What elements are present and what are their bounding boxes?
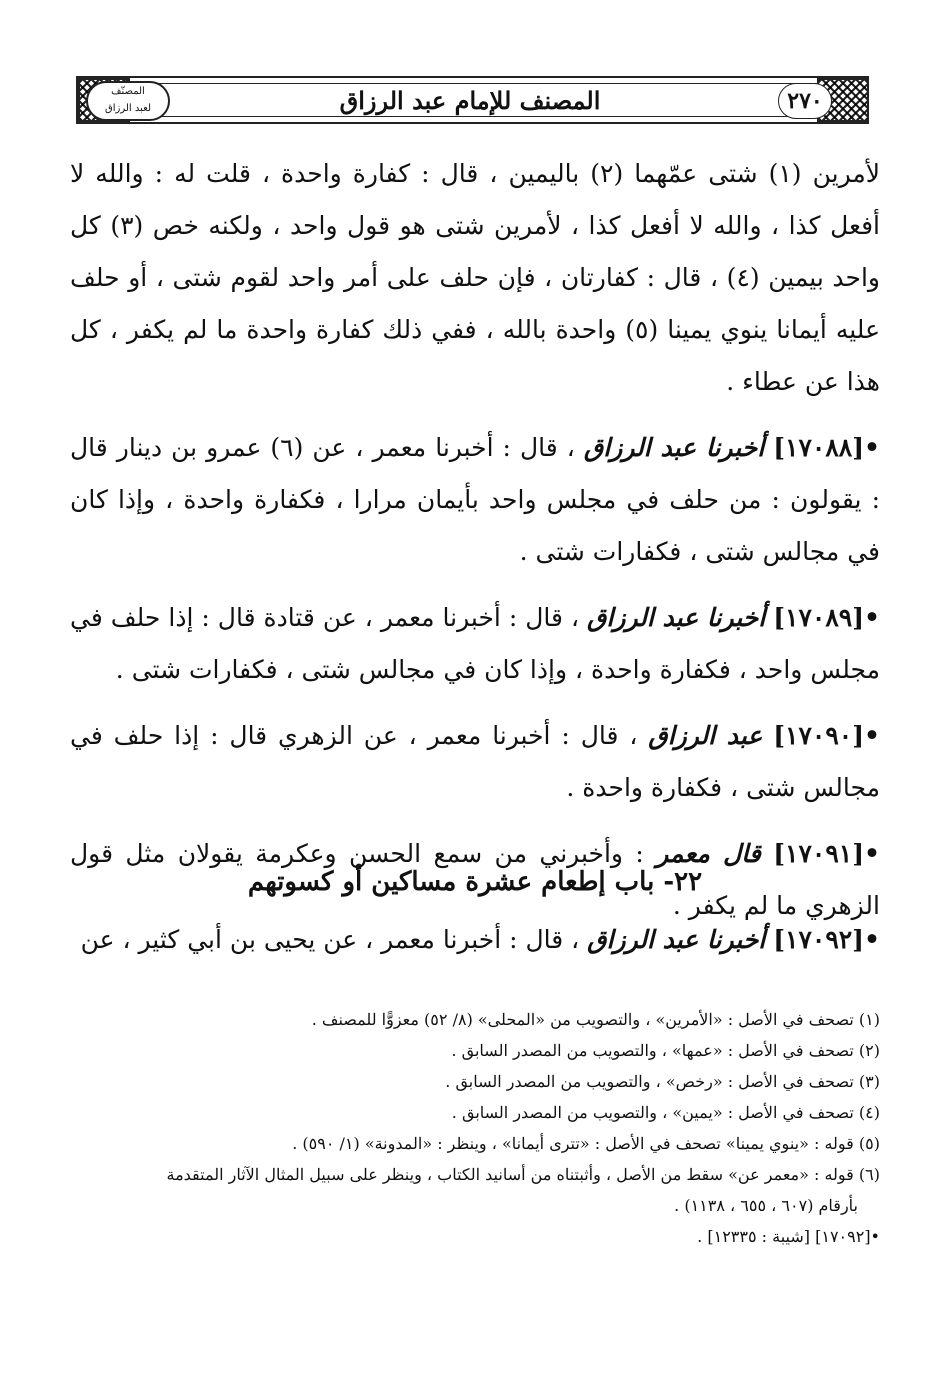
footnote-6-continued: بأرقام (٦٠٧ ، ٦٥٥ ، ١١٣٨) . — [674, 1196, 858, 1215]
footnote-2: (٢) تصحف في الأصل : «عمها» ، والتصويب من المصدر السابق . — [451, 1041, 880, 1060]
cross-reference-note: •[١٧٠٩٢] [شيبة : ١٢٣٣٥] . — [697, 1227, 880, 1246]
footnotes — [70, 1004, 880, 1252]
hadith-17089: •[١٧٠٨٩] أخبرنا عبد الرزاق ، قال : أخبرنا معمر ، عن قتادة قال : إذا حلف في مجلس واحد ، فكفارة واحدة ، وإذا كان في مجالس شتى ، فكفارات شتى . — [70, 603, 881, 684]
chapter-title: ٢٢- باب إطعام عشرة مساكين أو كسوتهم — [247, 867, 703, 897]
hadith-17088: •[١٧٠٨٨] أخبرنا عبد الرزاق ، قال : أخبرنا معمر ، عن (٦) عمرو بن دينار قال : يقولون : من حلف في مجلس واحد بأيمان مرارا ، فكفارة واحدة ، وإذا كان في مجالس شتى ، فكفارات شتى . — [70, 433, 881, 566]
paragraph-continuation: لأمرين (١) شتى عمّهما (٢) باليمين ، قال : كفارة واحدة ، قلت له : والله لا أفعل كذا ، والله لا أفعل كذا ، لأمرين شتى هو قول واحد ، ولكنه خص (٣) كل واحد بيمين (٤) ، قال : كفارتان ، فإن حلف على أمر واحد لقوم شتى ، أو حلف عليه أيمانا ينوي يمينا (٥) واحدة بالله ، ففي ذلك كفارة واحدة ما لم يكفر ، كل هذا عن عطاء . — [70, 159, 881, 396]
hadith-17092: •[١٧٠٩٢] أخبرنا عبد الرزاق ، قال : أخبرنا معمر ، عن يحيى بن أبي كثير ، عن — [80, 925, 880, 954]
running-title: المصنف للإمام عبد الرزاق — [339, 86, 601, 115]
header-medallion: المصنّف لعبد الرزاق — [86, 81, 170, 121]
footnote-3: (٣) تصحف في الأصل : «رخص» ، والتصويب من المصدر السابق . — [445, 1072, 880, 1091]
hadith-17090: •[١٧٠٩٠] عبد الرزاق ، قال : أخبرنا معمر ، عن الزهري قال : إذا حلف في مجالس شتى ، فكفارة واحدة . — [70, 721, 881, 802]
footnote-5: (٥) قوله : «ينوي يمينا» تصحف في الأصل : «تترى أيمانا» ، وينظر : «المدونة» (١/ ٥٩٠) . — [292, 1134, 880, 1153]
footnote-6: (٦) قوله : «معمر عن» سقط من الأصل ، وأثبتناه من أسانيد الكتاب ، وينظر على سبيل المثال الآثار المتقدمة — [166, 1165, 880, 1184]
footnote-1: (١) تصحف في الأصل : «الأمرين» ، والتصويب من «المحلى» (٨/ ٥٢) معزوًّا للمصنف . — [311, 1010, 880, 1029]
footnote-4: (٤) تصحف في الأصل : «يمين» ، والتصويب من المصدر السابق . — [451, 1103, 880, 1122]
main-text — [70, 148, 880, 932]
hadith-17091: •[١٧٠٩١] قال معمر : وأخبرني من سمع الحسن وعكرمة يقولان مثل قول الزهري ما لم يكفر . — [70, 839, 881, 920]
page-number: ٢٧٠ — [778, 83, 832, 119]
